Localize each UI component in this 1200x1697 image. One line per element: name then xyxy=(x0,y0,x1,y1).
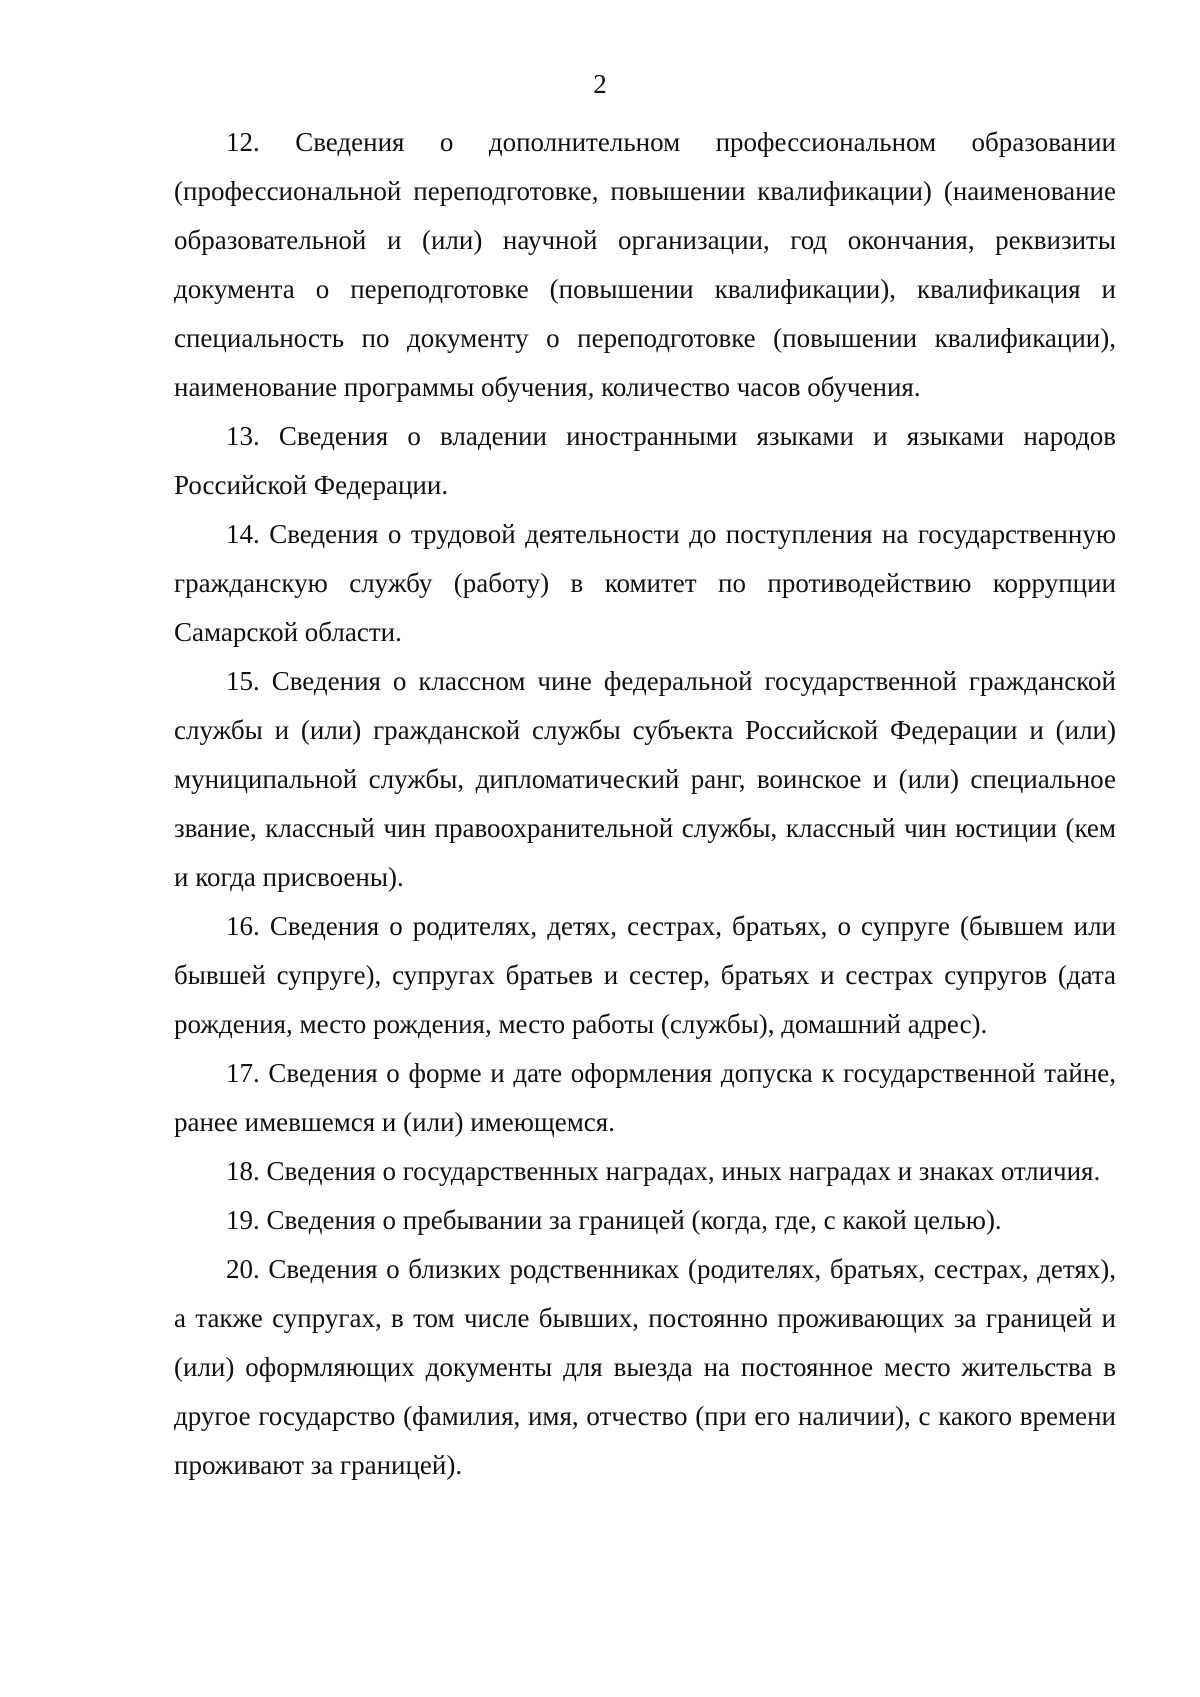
paragraph-item-18: 18. Сведения о государственных наградах, иных наградах и знаках отличия. xyxy=(226,1156,1101,1186)
paragraph-item-19: 19. Сведения о пребывании за границей (когда, где, с какой целью). xyxy=(226,1205,1002,1235)
page-number: 2 xyxy=(593,69,607,99)
paragraph-item-17: 17. Сведения о форме и дате оформления допуска к государственной тайне, ранее имевшемся и (или) имеющемся. xyxy=(174,1058,1116,1137)
paragraph-item-13: 13. Сведения о владении иностранными языками и языками народов Российской Федерации. xyxy=(174,421,1116,500)
paragraph-item-12: 12. Сведения о дополнительном профессиональном образовании (профессиональной переподготовке, повышении квалификации) (наименование образовательной и (или) научной организации, год окончания, реквизиты документа о переподготовке (повышении квалификации), квалификация и специальность по документу о переподготовке (повышении квалификации), наименование программы обучения, количество часов обучения. xyxy=(174,127,1116,402)
paragraph-item-15: 15. Сведения о классном чине федеральной государственной гражданской службы и (или) гражданской службы субъекта Российской Федерации и (или) муниципальной службы, дипломатический ранг, воинское и (или) специальное звание, классный чин правоохранительной службы, классный чин юстиции (кем и когда присвоены). xyxy=(174,666,1116,892)
paragraph-item-16: 16. Сведения о родителях, детях, сестрах, братьях, о супруге (бывшем или бывшей супруге), супругах братьев и сестер, братьях и сестрах супругов (дата рождения, место рождения, место работы (службы), домашний адрес). xyxy=(174,911,1116,1039)
paragraph-item-14: 14. Сведения о трудовой деятельности до поступления на государственную гражданскую службу (работу) в комитет по противодействию коррупции Самарской области. xyxy=(174,519,1116,647)
document-body xyxy=(174,118,1116,1490)
paragraph-item-20: 20. Сведения о близких родственниках (родителях, братьях, сестрах, детях), а также супругах, в том числе бывших, постоянно проживающих за границей и (или) оформляющих документы для выезда на постоянное место жительства в другое государство (фамилия, имя, отчество (при его наличии), с какого времени проживают за границей). xyxy=(174,1254,1116,1480)
